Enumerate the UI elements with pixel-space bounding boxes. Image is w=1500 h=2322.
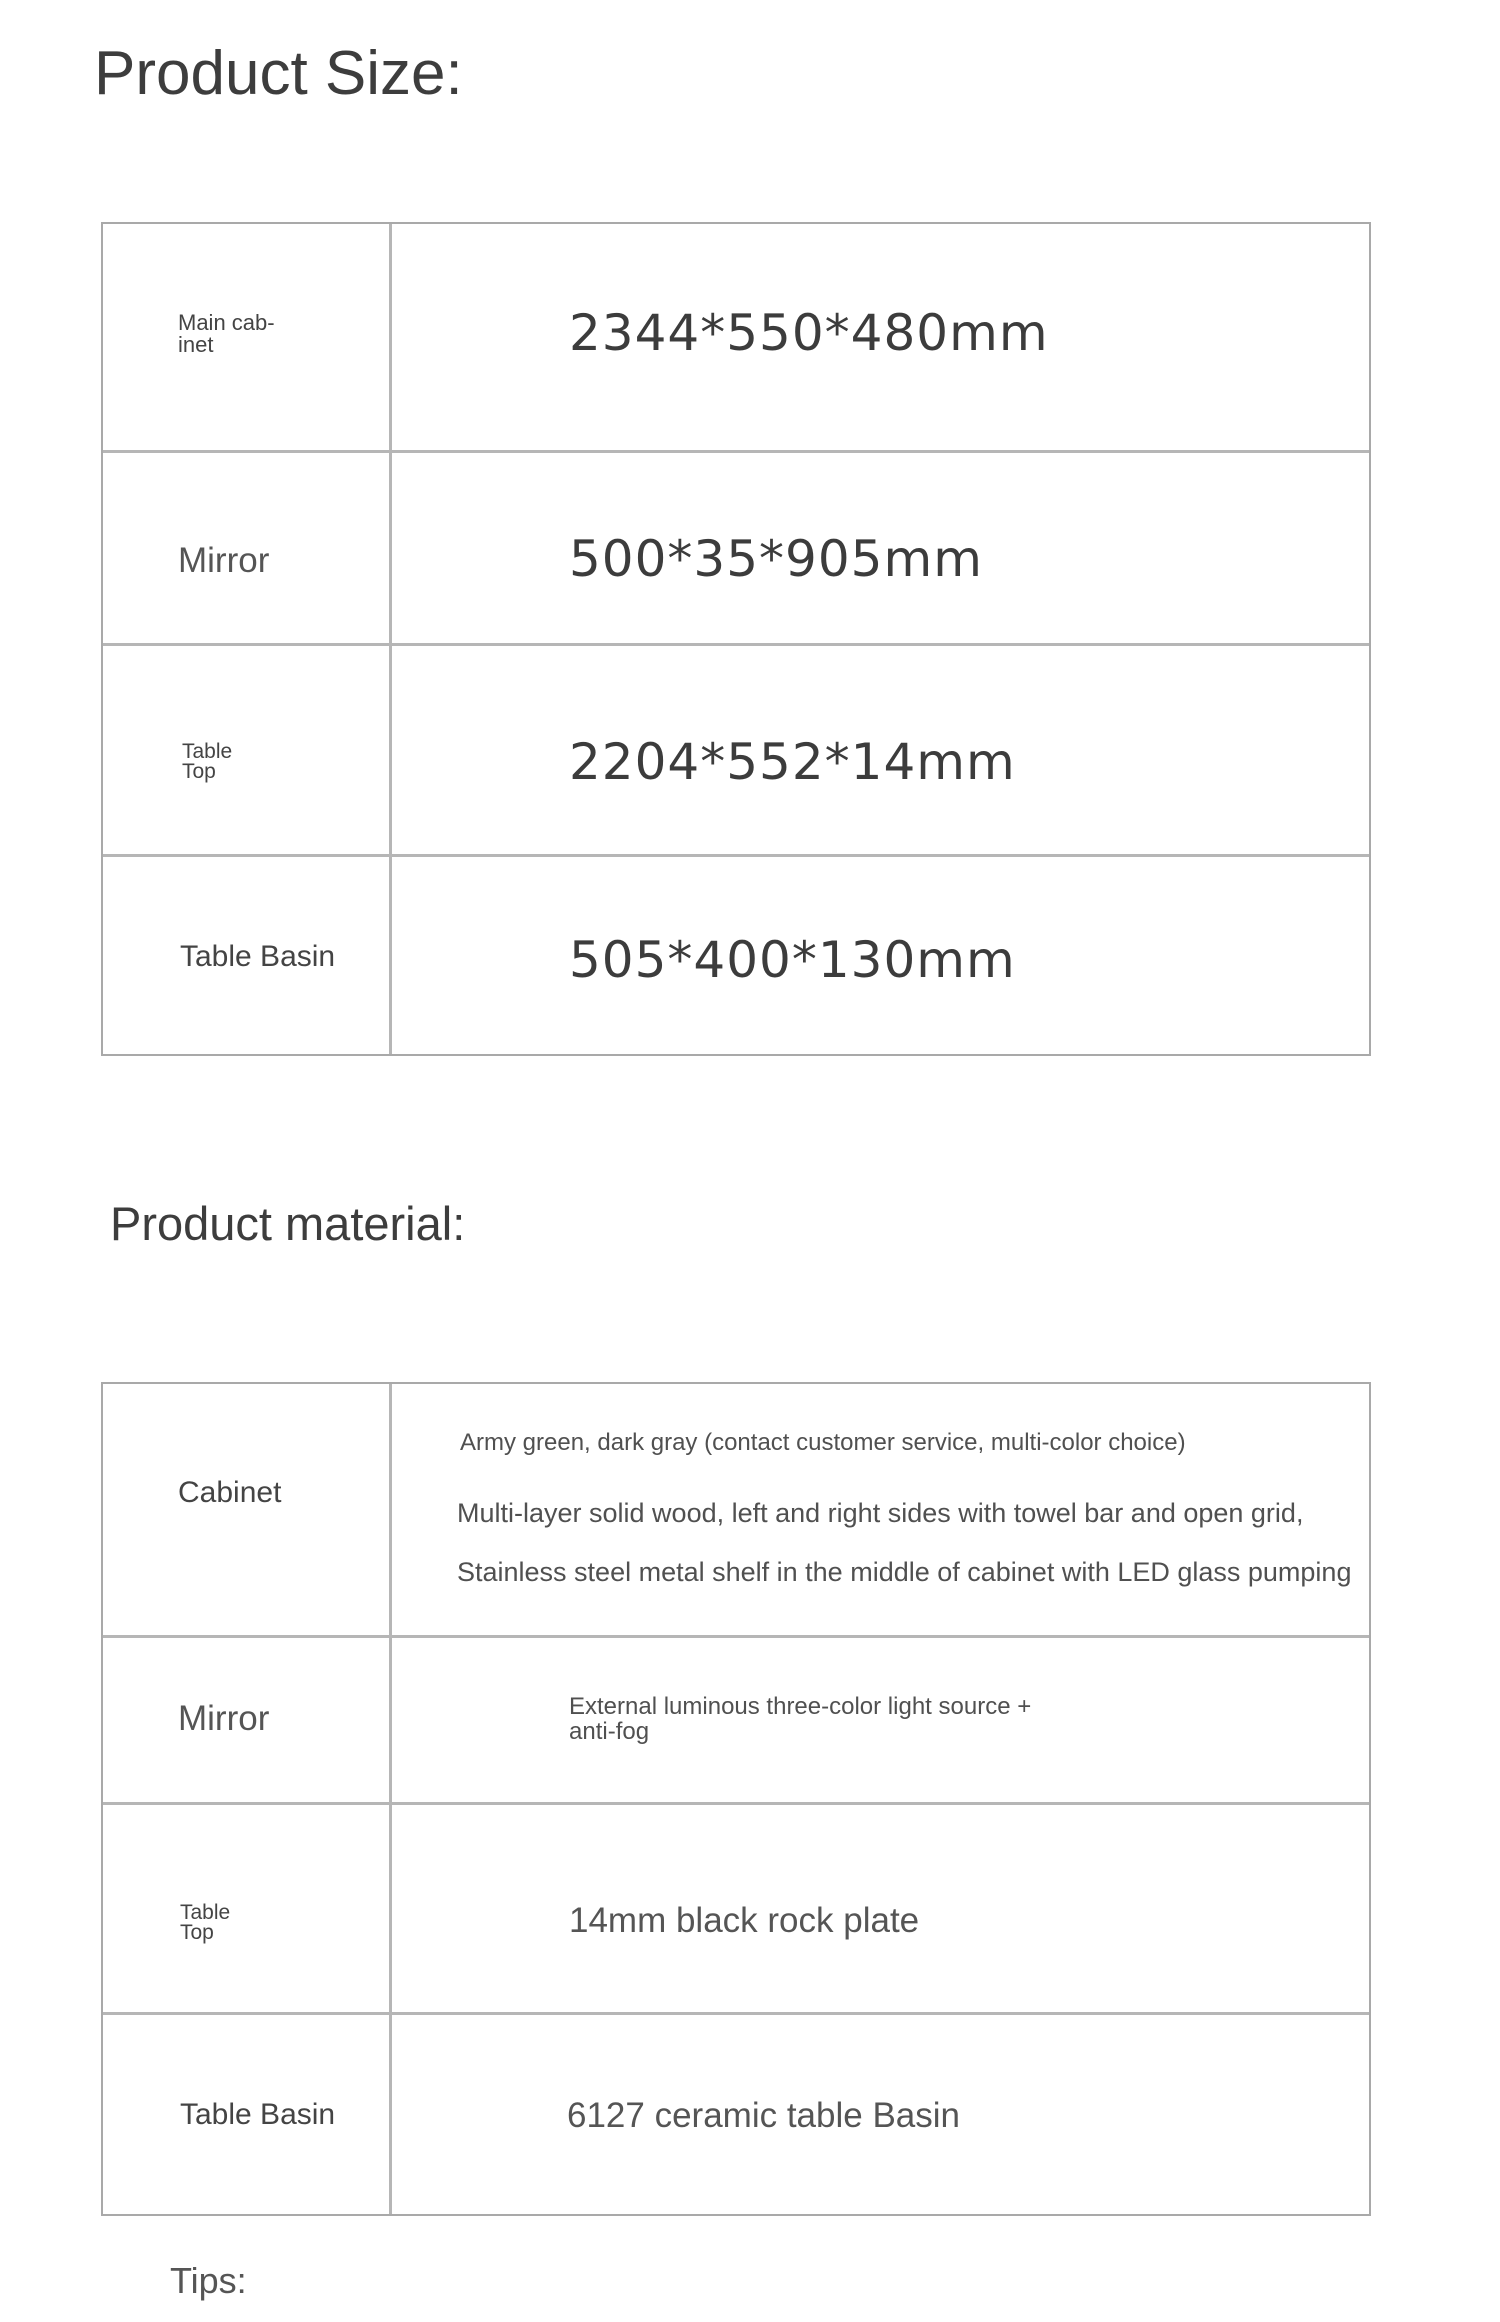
row-label-mirror: Mirror bbox=[178, 541, 270, 580]
table-row bbox=[103, 643, 1369, 854]
cabinet-material-line: Army green, dark gray (contact customer service, multi-color choice) bbox=[460, 1429, 1186, 1456]
tips-heading: Tips: bbox=[170, 2260, 247, 2301]
row-label-table-basin: Table Basin bbox=[180, 940, 336, 973]
main-cabinet-size-value: 2344*550*480mm bbox=[569, 304, 1049, 362]
row-label-cabinet: Cabinet bbox=[178, 1476, 282, 1509]
product-size-heading: Product Size: bbox=[94, 39, 463, 108]
table-row bbox=[103, 1802, 1369, 2012]
table-basin-material-value: 6127 ceramic table Basin bbox=[567, 2096, 960, 2135]
row-label-main-cabinet: Main cab- inet bbox=[178, 310, 275, 357]
table-row bbox=[103, 1635, 1369, 1802]
row-label-mirror: Mirror bbox=[178, 1699, 270, 1738]
cabinet-material-line: Stainless steel metal shelf in the middle of cabinet with LED glass pumping bbox=[457, 1557, 1352, 1587]
table-top-size-value: 2204*552*14mm bbox=[569, 733, 1016, 791]
table-row bbox=[103, 2012, 1369, 2214]
mirror-material-value: External luminous three-color light source + anti-fog bbox=[569, 1693, 1032, 1745]
table-row bbox=[103, 1384, 1369, 1635]
table-row bbox=[103, 854, 1369, 1054]
product-size-table bbox=[101, 222, 1371, 1056]
row-label-table-basin: Table Basin bbox=[180, 2098, 336, 2131]
row-label-table-top: Table Top bbox=[182, 740, 233, 783]
cabinet-material-line: Multi-layer solid wood, left and right sides with towel bar and open grid, bbox=[457, 1498, 1304, 1528]
product-material-heading: Product material: bbox=[110, 1197, 466, 1250]
table-basin-size-value: 505*400*130mm bbox=[569, 931, 1016, 989]
table-row bbox=[103, 450, 1369, 643]
table-top-material-value: 14mm black rock plate bbox=[569, 1901, 920, 1940]
row-label-table-top: Table Top bbox=[180, 1901, 231, 1944]
table-row bbox=[103, 224, 1369, 450]
product-material-table bbox=[101, 1382, 1371, 2216]
mirror-size-value: 500*35*905mm bbox=[569, 530, 983, 588]
